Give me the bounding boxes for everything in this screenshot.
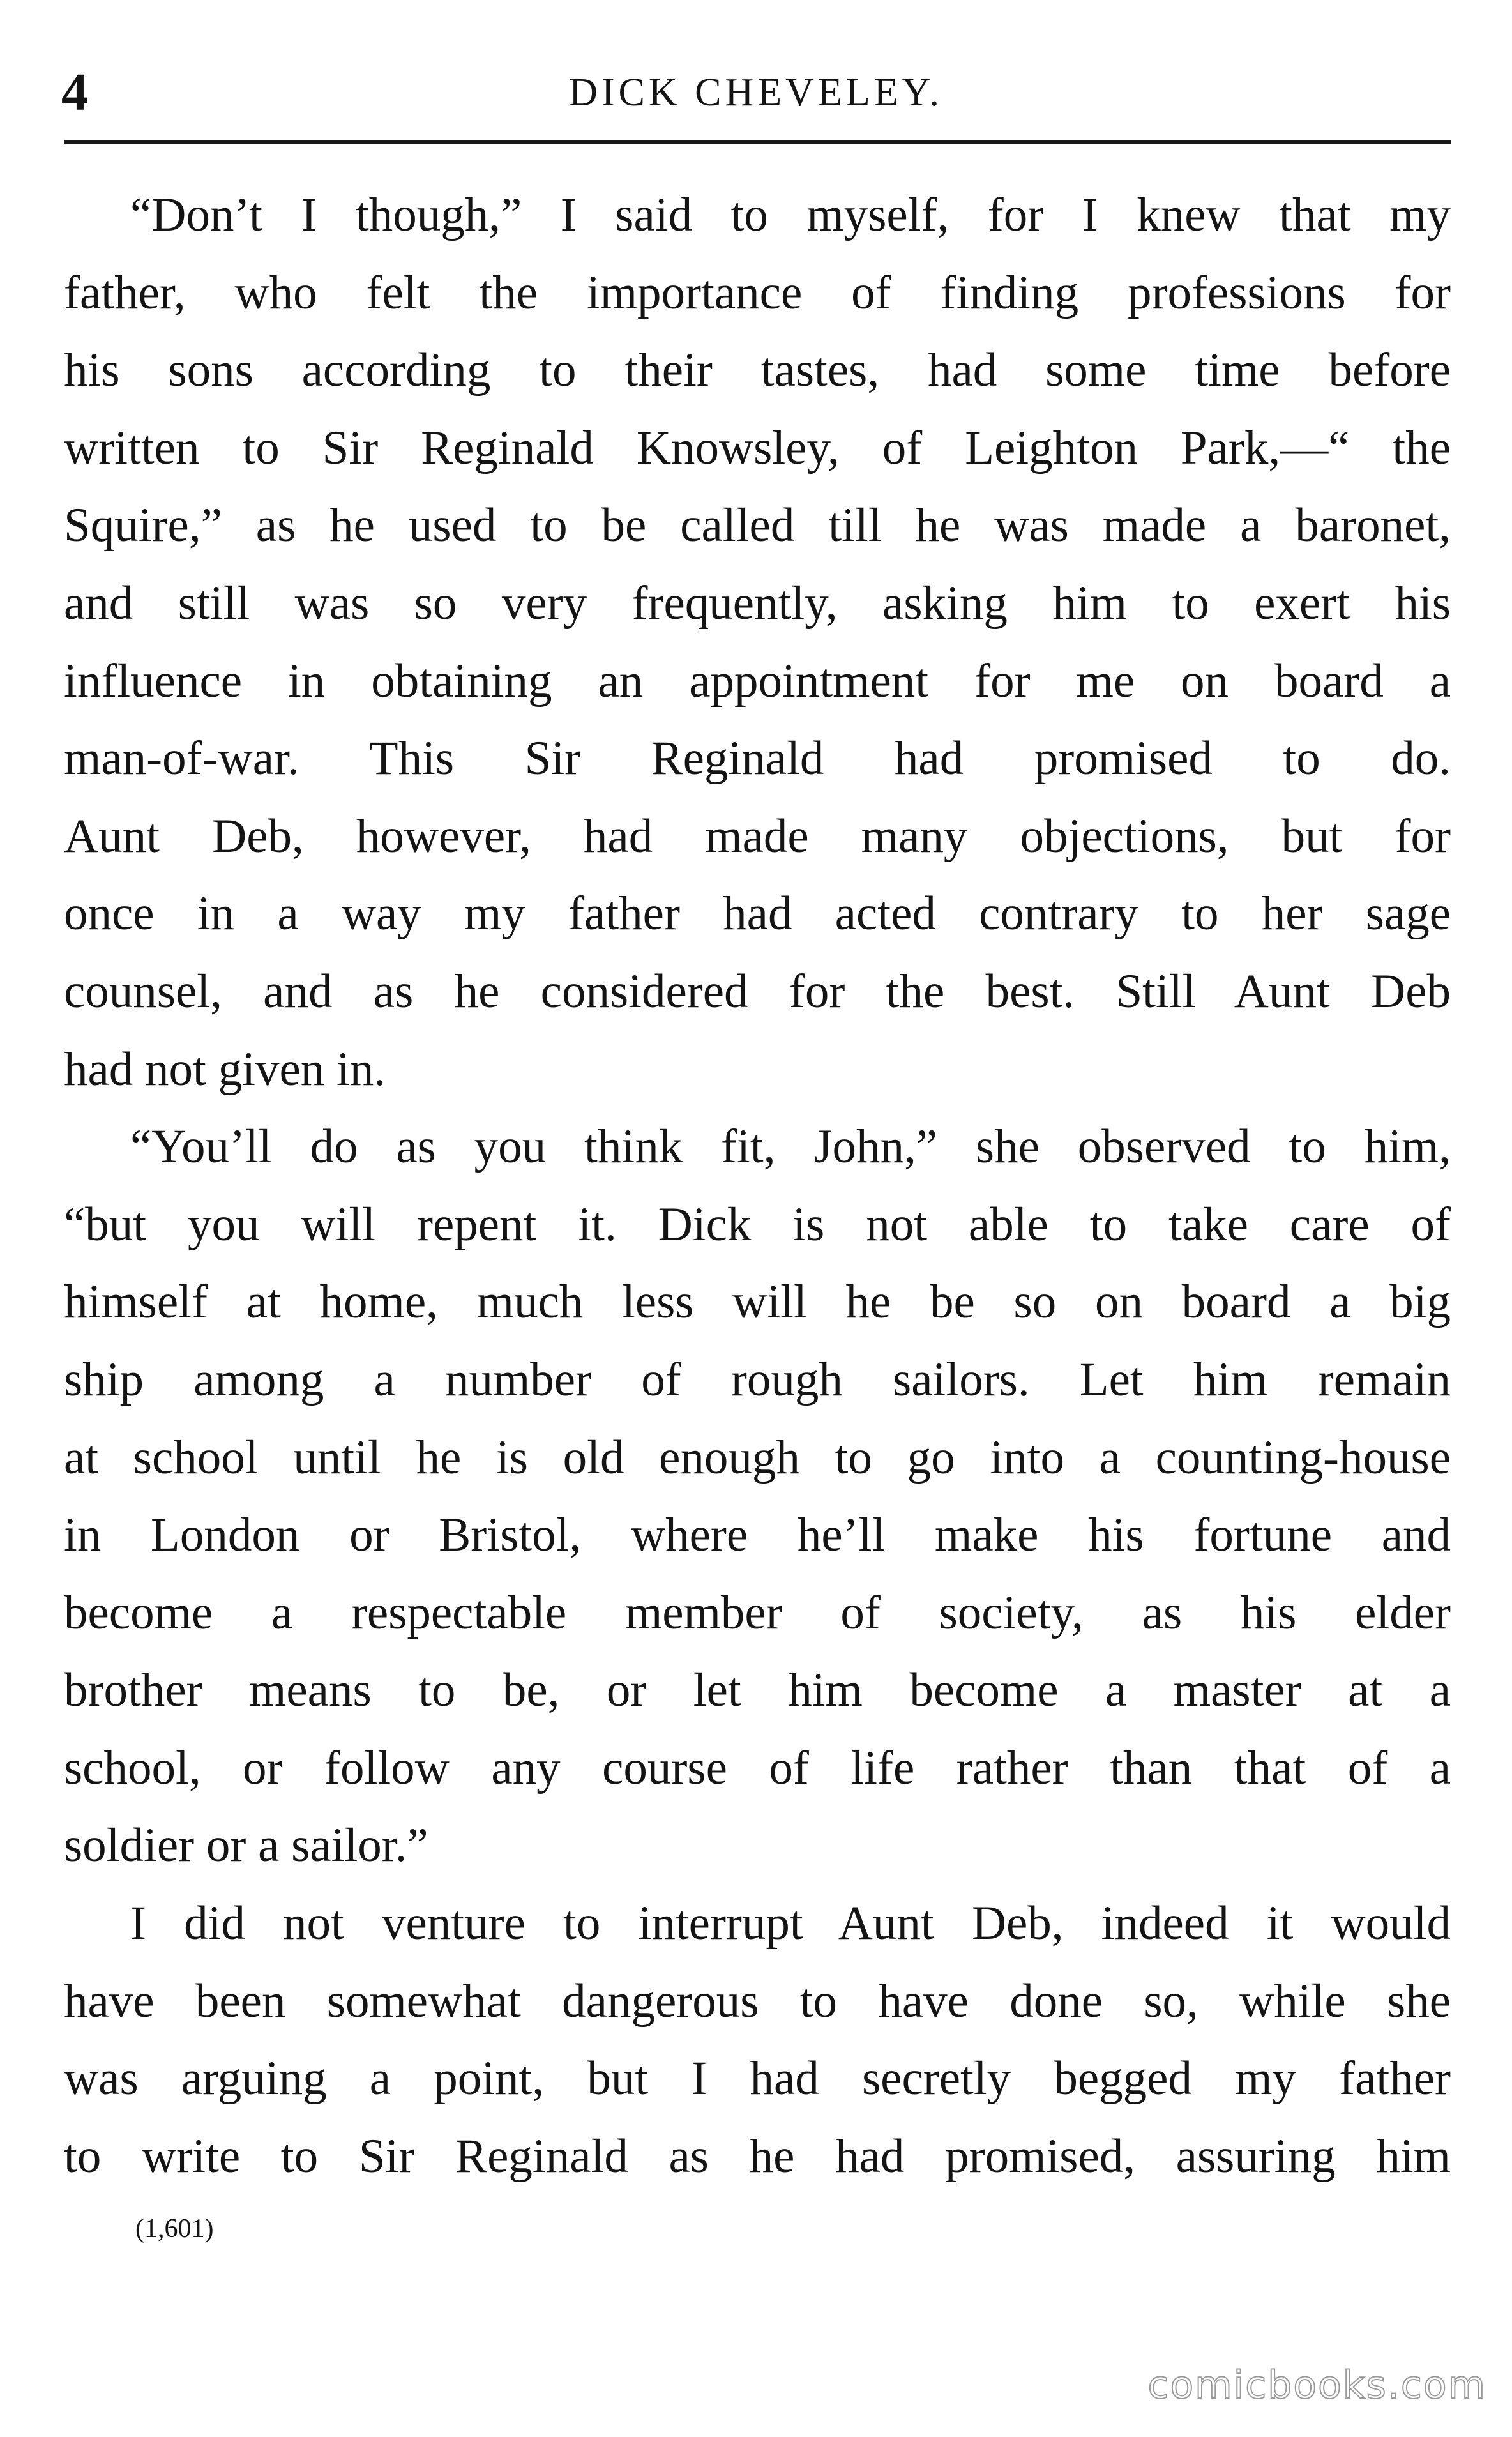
page-number: 4	[61, 63, 88, 122]
text-line: Squire,” as he used to be called till he was made a baronet,	[64, 499, 1451, 552]
text-line: I did not venture to interrupt Aunt Deb, indeed it would	[130, 1897, 1451, 1950]
text-line: soldier or a sailor.”	[64, 1819, 428, 1872]
text-line: ship among a number of rough sailors. Let him remain	[64, 1353, 1451, 1406]
text-line: at school until he is old enough to go into a counting-house	[64, 1431, 1451, 1484]
text-line: school, or follow any course of life rather than that of a	[64, 1741, 1451, 1795]
text-line: in London or Bristol, where he’ll make his fortune and	[64, 1508, 1451, 1562]
body-text	[64, 176, 1451, 2195]
text-line: once in a way my father had acted contrary to her sage	[64, 887, 1451, 941]
text-line: his sons according to their tastes, had some time before	[64, 344, 1451, 397]
printer-signature: (1,601)	[135, 2214, 214, 2243]
text-line: father, who felt the importance of finding professions for	[64, 266, 1451, 319]
text-line: had not given in.	[64, 1042, 386, 1096]
text-line: Aunt Deb, however, had made many objections, but for	[64, 809, 1451, 863]
text-line: and still was so very frequently, asking him to exert his	[64, 576, 1451, 630]
header-rule	[64, 140, 1451, 144]
text-line: himself at home, much less will he be so on board a big	[64, 1275, 1451, 1329]
text-line: “You’ll do as you think fit, John,” she observed to him,	[130, 1120, 1451, 1174]
text-line: become a respectable member of society, as his elder	[64, 1586, 1451, 1639]
text-line: have been somewhat dangerous to have done so, while she	[64, 1974, 1451, 2028]
text-line: man-of-war. This Sir Reginald had promised to do.	[64, 732, 1451, 786]
paragraph	[64, 176, 1451, 1108]
watermark: comicbooks.com	[1147, 2363, 1486, 2408]
text-line: counsel, and as he considered for the best. Still Aunt Deb	[64, 964, 1451, 1018]
text-line: brother means to be, or let him become a master at a	[64, 1664, 1451, 1717]
paragraph	[64, 1108, 1451, 1885]
text-line: “but you will repent it. Dick is not able to take care of	[64, 1197, 1451, 1251]
page-header	[61, 57, 1451, 128]
running-head: DICK CHEVELEY.	[569, 71, 943, 114]
text-line: “Don’t I though,” I said to myself, for I knew that my	[130, 188, 1451, 241]
text-line: to write to Sir Reginald as he had promised, assuring him	[64, 2129, 1451, 2183]
text-line: written to Sir Reginald Knowsley, of Leighton Park,—“ the	[64, 421, 1451, 474]
paragraph	[64, 1885, 1451, 2195]
text-line: was arguing a point, but I had secretly begged my father	[64, 2052, 1451, 2106]
text-line: influence in obtaining an appointment for me on board a	[64, 654, 1451, 708]
